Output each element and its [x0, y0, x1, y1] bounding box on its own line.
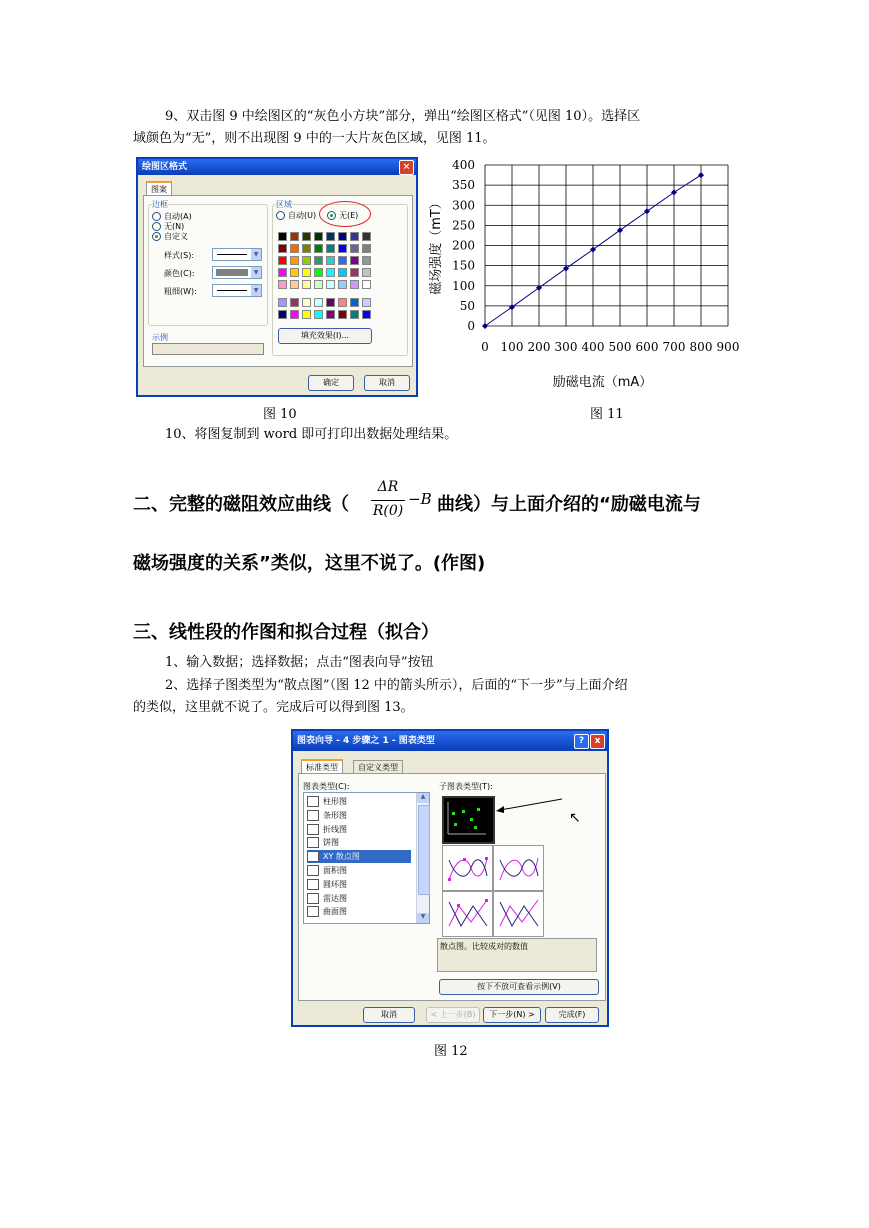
straight-line-thumb[interactable]: [493, 891, 544, 937]
close-icon[interactable]: ×: [399, 160, 414, 175]
color-swatch[interactable]: [326, 244, 335, 253]
color-swatch[interactable]: [338, 280, 347, 289]
minus-b: −B: [408, 490, 432, 508]
color-swatch[interactable]: [290, 268, 299, 277]
color-swatch[interactable]: [350, 298, 359, 307]
section-2-heading-line2: 磁场强度的关系”类似，这里不说了。(作图): [133, 553, 486, 574]
chart-type-item[interactable]: [307, 823, 347, 836]
color-swatch[interactable]: [290, 256, 299, 265]
color-swatch[interactable]: [326, 256, 335, 265]
color-swatch[interactable]: [362, 310, 371, 319]
color-swatch[interactable]: [326, 232, 335, 241]
chart-type-icon: [307, 851, 319, 862]
chart-type-icon: [307, 906, 319, 917]
chart-type-item[interactable]: [307, 809, 347, 822]
chart-type-icon: [307, 865, 319, 876]
figure-11-caption: 图 11: [590, 407, 624, 422]
chart-type-item[interactable]: [307, 850, 411, 863]
color-swatch[interactable]: [338, 256, 347, 265]
color-swatch[interactable]: [326, 310, 335, 319]
data-point: [671, 189, 677, 195]
smooth-line-thumb[interactable]: [493, 845, 544, 891]
section-2-heading-suffix: 曲线）与上面介绍的“励磁电流与: [437, 494, 701, 515]
color-swatch[interactable]: [302, 298, 311, 307]
color-swatch[interactable]: [278, 268, 287, 277]
border-group-label: 边框: [152, 200, 168, 209]
chart-type-icon: [307, 837, 319, 848]
figure-12-caption: 图 12: [434, 1044, 468, 1059]
chart-type-label: 雷达图: [323, 893, 347, 903]
area-group-label: 区域: [276, 200, 292, 209]
fill-effects-button[interactable]: 填充效果(I)...: [278, 328, 372, 344]
color-swatch[interactable]: [278, 298, 287, 307]
color-swatch[interactable]: [290, 298, 299, 307]
chart-type-item[interactable]: [307, 864, 347, 877]
chart-type-icon: [307, 796, 319, 807]
figure-10-caption: 图 10: [263, 407, 297, 422]
color-swatch[interactable]: [278, 232, 287, 241]
color-swatch[interactable]: [350, 256, 359, 265]
color-swatch[interactable]: [362, 232, 371, 241]
chart-type-label: XY 散点图: [323, 852, 360, 862]
y-tick-label: 300: [452, 198, 475, 213]
color-swatch[interactable]: [338, 268, 347, 277]
chart-type-list[interactable]: [303, 792, 430, 924]
color-swatch[interactable]: [302, 232, 311, 241]
dialog-title: 绘图区格式: [142, 162, 188, 172]
color-swatch[interactable]: [278, 256, 287, 265]
style-combo[interactable]: ▼: [212, 248, 262, 261]
x-axis-label: 励磁电流（mA）: [552, 375, 653, 390]
color-swatch[interactable]: [314, 280, 323, 289]
chart-type-icon: [307, 810, 319, 821]
fraction-numerator: ΔR: [377, 479, 399, 495]
close-icon[interactable]: x: [590, 734, 605, 749]
y-tick-label: 0: [467, 319, 475, 333]
color-swatch[interactable]: [326, 268, 335, 277]
chart-type-item[interactable]: [307, 892, 347, 905]
chart-type-item[interactable]: [307, 905, 347, 918]
x-tick-label: 900: [716, 340, 740, 354]
color-swatch[interactable]: [302, 268, 311, 277]
area-radio-auto[interactable]: 自动(U): [276, 210, 316, 221]
tab-custom-types[interactable]: 自定义类型: [353, 760, 403, 775]
x-tick-label: 0: [481, 340, 489, 354]
radio-auto[interactable]: 自动(A): [152, 211, 192, 222]
color-swatch[interactable]: [350, 310, 359, 319]
step-2-line2: 的类似，这里就不说了。完成后可以得到图 13。: [133, 700, 414, 715]
color-swatch[interactable]: [302, 280, 311, 289]
color-swatch[interactable]: [338, 298, 347, 307]
sample-preview: [152, 343, 264, 355]
step-2-line1: 2、选择子图类型为“散点图”（图 12 中的箭头所示），后面的“下一步”与上面介绍: [165, 678, 628, 693]
style-label: 样式(S):: [164, 251, 195, 260]
color-swatch[interactable]: [338, 310, 347, 319]
x-tick-label: 400: [581, 340, 605, 354]
arrow-annotation: [494, 796, 564, 820]
chart-type-item[interactable]: [307, 795, 347, 808]
chart-type-icon: [307, 893, 319, 904]
tab-pattern[interactable]: 图案: [146, 181, 172, 196]
next-button[interactable]: 下一步(N) >: [483, 1007, 541, 1023]
x-tick-label: 700: [662, 340, 686, 354]
color-swatch[interactable]: [362, 268, 371, 277]
subtype-label: 子图表类型(T):: [439, 782, 493, 791]
color-swatch[interactable]: [362, 298, 371, 307]
step-1: 1、输入数据；选择数据；点击“图表向导”按钮: [165, 655, 434, 670]
straight-line-markers-thumb[interactable]: [442, 891, 493, 937]
list-scrollbar[interactable]: [416, 793, 429, 923]
fraction-bar: [371, 500, 405, 501]
chart-wizard-dialog: [291, 729, 609, 1027]
color-swatch[interactable]: [314, 244, 323, 253]
color-swatch[interactable]: [278, 280, 287, 289]
color-swatch[interactable]: [314, 256, 323, 265]
color-swatch[interactable]: [350, 280, 359, 289]
y-tick-label: 100: [452, 278, 475, 293]
weight-combo[interactable]: ▼: [212, 284, 262, 297]
y-tick-label: 350: [452, 178, 475, 193]
weight-label: 粗细(W):: [164, 287, 197, 296]
x-tick-label: 600: [635, 340, 659, 354]
color-swatch[interactable]: [362, 256, 371, 265]
paragraph-9-line1: 9、双击图 9 中绘图区的“灰色小方块”部分，弹出“绘图区格式”（见图 10）。选择区: [165, 109, 641, 124]
color-swatch[interactable]: [290, 232, 299, 241]
y-tick-label: 200: [452, 238, 475, 253]
color-swatch[interactable]: [326, 280, 335, 289]
data-point: [698, 172, 704, 178]
color-combo[interactable]: ▼: [212, 266, 262, 279]
preview-sample-button[interactable]: 按下不放可查看示例(V): [439, 979, 599, 995]
chart-type-item[interactable]: [307, 836, 339, 849]
paragraph-9-line2: 域颜色为“无”，则不出现图 9 中的一大片灰色区域，见图 11。: [133, 131, 496, 146]
color-swatch[interactable]: [314, 268, 323, 277]
chart-type-icon: [307, 879, 319, 890]
chart-type-label: 柱形图: [323, 797, 347, 806]
red-circle-annotation: [319, 201, 371, 227]
wizard-titlebar: [293, 731, 607, 751]
cancel-button[interactable]: 取消: [364, 375, 410, 391]
wizard-title: 图表向导 - 4 步骤之 1 - 图表类型: [297, 736, 435, 746]
color-swatch[interactable]: [350, 268, 359, 277]
color-swatch[interactable]: [350, 232, 359, 241]
chart-type-label: 条形图: [323, 810, 347, 820]
color-swatch[interactable]: [278, 310, 287, 319]
color-swatch[interactable]: [290, 280, 299, 289]
color-swatch[interactable]: [326, 298, 335, 307]
mouse-cursor-icon: ↖: [569, 810, 581, 826]
color-swatch[interactable]: [290, 244, 299, 253]
x-tick-label: 100: [500, 340, 524, 354]
color-swatch[interactable]: [314, 298, 323, 307]
data-point: [644, 208, 650, 214]
color-swatch[interactable]: [338, 232, 347, 241]
description-box: 散点图。比较成对的数值: [437, 938, 597, 972]
scroll-down-icon[interactable]: ▼: [417, 913, 429, 923]
dialog-titlebar: [138, 159, 416, 175]
scroll-thumb[interactable]: [418, 805, 430, 895]
y-tick-label: 150: [452, 258, 475, 273]
color-swatch[interactable]: [362, 244, 371, 253]
data-point: [482, 323, 488, 329]
chart-type-label: 折线图: [323, 824, 347, 834]
help-icon[interactable]: ?: [574, 734, 589, 749]
y-tick-label: 400: [452, 158, 475, 172]
types-panel: [298, 773, 606, 1001]
finish-button[interactable]: 完成(F): [545, 1007, 599, 1023]
chart-type-label: 图表类型(C):: [303, 782, 350, 791]
chart-type-label: 饼图: [323, 838, 339, 848]
color-label: 颜色(C):: [164, 269, 195, 278]
x-tick-label: 300: [554, 340, 578, 354]
chart-type-label: 面积图: [323, 866, 347, 875]
color-swatch[interactable]: [338, 244, 347, 253]
radio-none[interactable]: 无(N): [152, 221, 184, 232]
y-tick-label: 250: [452, 218, 475, 233]
plot-area-format-dialog: [136, 157, 418, 397]
fraction-denominator: R(0): [372, 503, 404, 519]
y-tick-label: 50: [459, 298, 475, 313]
radio-custom[interactable]: 自定义: [152, 231, 188, 242]
pattern-panel: [143, 195, 413, 367]
color-swatch[interactable]: [302, 244, 311, 253]
chart-type-icon: [307, 824, 319, 835]
section-3-heading: 三、线性段的作图和拟合过程（拟合）: [133, 622, 439, 643]
x-tick-label: 800: [689, 340, 713, 354]
y-axis-label: 磁场强度（mT）: [429, 196, 444, 295]
color-swatch[interactable]: [302, 256, 311, 265]
section-2-heading-prefix: 二、完整的磁阻效应曲线（: [133, 494, 349, 515]
x-tick-label: 500: [608, 340, 632, 354]
paragraph-10: 10、将图复制到 word 即可打印出数据处理结果。: [165, 427, 458, 442]
magnetic-field-chart: [420, 155, 740, 400]
chart-type-label: 圆环图: [323, 879, 347, 889]
sample-label: 示例: [152, 333, 168, 342]
cancel-button[interactable]: 取消: [363, 1007, 415, 1023]
tab-standard-types[interactable]: 标准类型: [301, 759, 343, 774]
x-tick-label: 200: [527, 340, 551, 354]
color-swatch[interactable]: [290, 310, 299, 319]
area-radio-none[interactable]: 无(E): [327, 210, 358, 221]
back-button[interactable]: < 上一步(B): [426, 1007, 480, 1023]
ok-button[interactable]: 确定: [308, 375, 354, 391]
color-swatch[interactable]: [350, 244, 359, 253]
color-swatch[interactable]: [314, 232, 323, 241]
chart-type-label: 曲面图: [323, 907, 347, 917]
color-swatch[interactable]: [362, 280, 371, 289]
scroll-up-icon[interactable]: ▲: [417, 793, 429, 803]
color-swatch[interactable]: [302, 310, 311, 319]
chart-type-item[interactable]: [307, 878, 347, 891]
color-swatch[interactable]: [314, 310, 323, 319]
smooth-line-markers-thumb[interactable]: [442, 845, 493, 891]
color-swatch[interactable]: [278, 244, 287, 253]
scatter-subtype-thumb-selected[interactable]: [442, 796, 495, 844]
